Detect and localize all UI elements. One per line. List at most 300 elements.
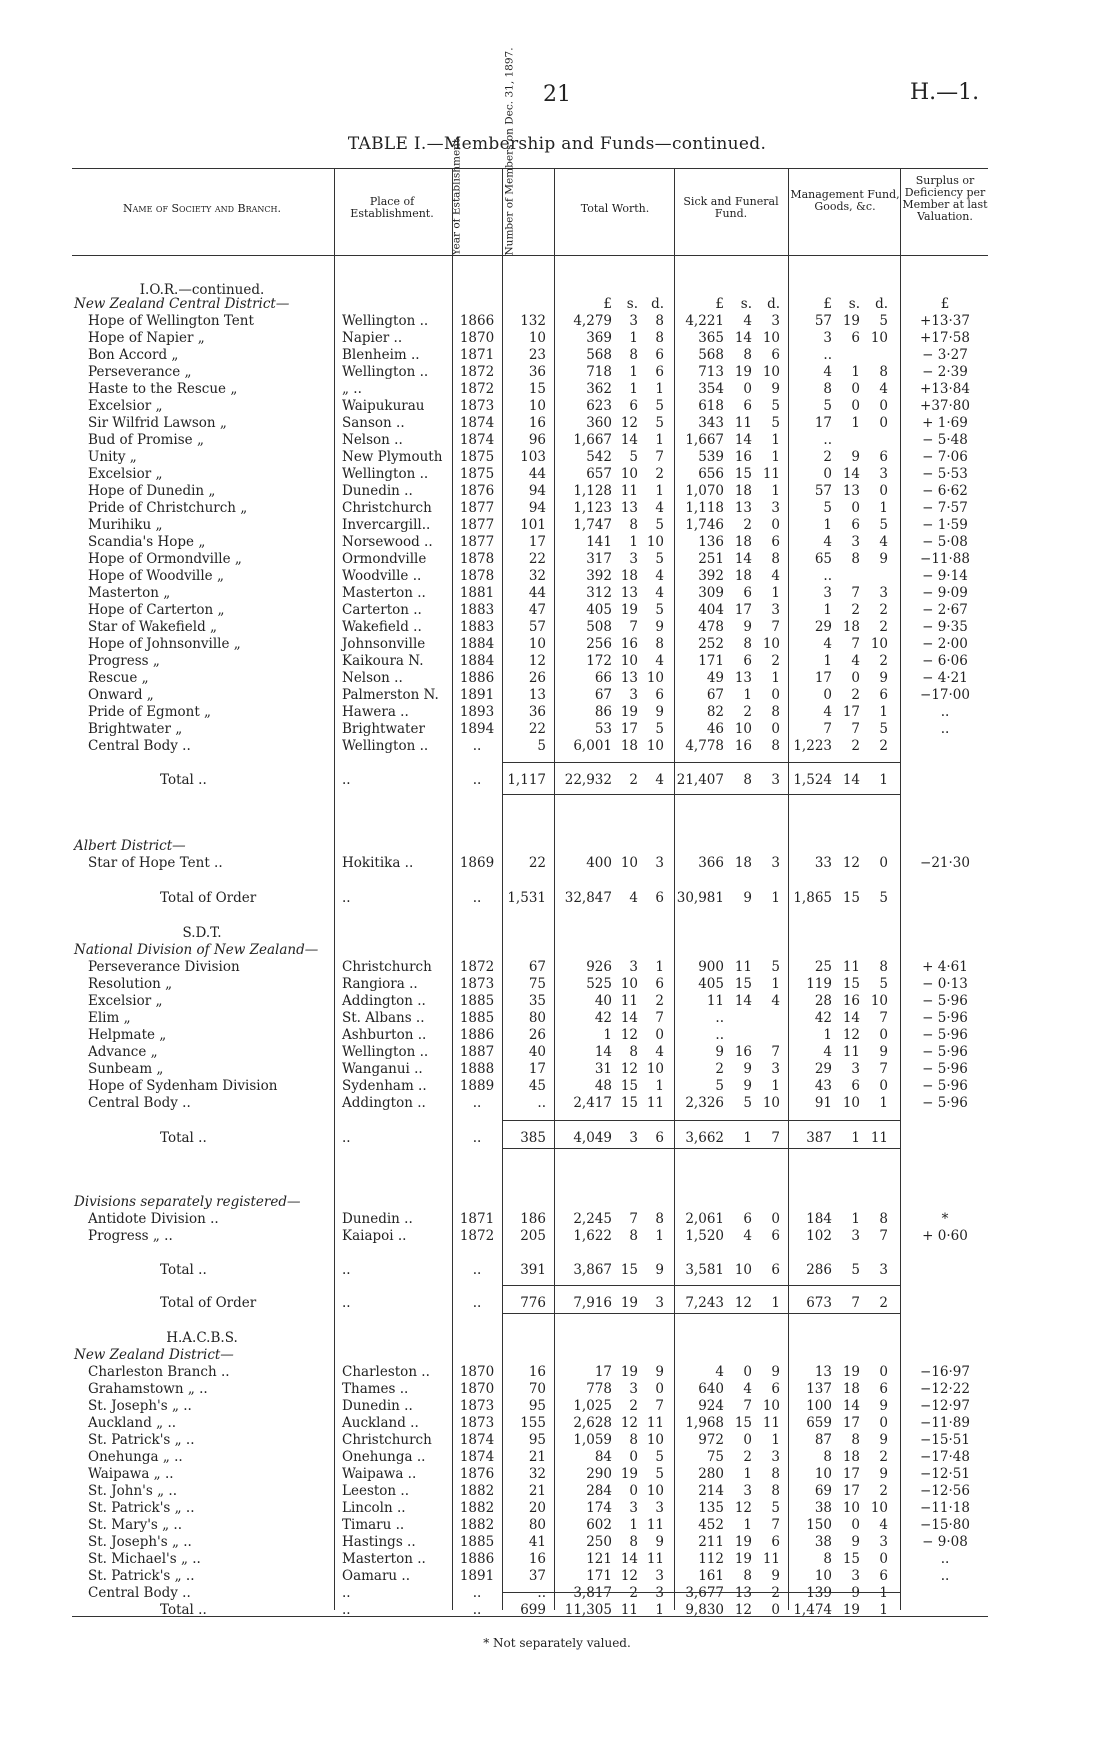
district-heading <box>0 942 1114 958</box>
sick-shillings: 15 <box>734 1415 752 1431</box>
sick-pence: 7 <box>771 1130 780 1146</box>
worth-pounds: 369 <box>586 330 612 346</box>
sick-pence: 6 <box>771 1228 780 1244</box>
worth-unit-pence: d. <box>651 296 664 312</box>
sick-pence: 5 <box>771 398 780 414</box>
place: Timaru .. <box>342 1517 405 1533</box>
header-place: Place of Establishment. <box>350 195 434 220</box>
total-row <box>0 1130 1114 1146</box>
worth-pounds: 392 <box>586 568 612 584</box>
worth-pence: 1 <box>655 959 664 975</box>
year: 1883 <box>459 619 495 635</box>
year: 1883 <box>459 602 495 618</box>
worth-pounds: 778 <box>586 1381 612 1397</box>
sick-pounds: 365 <box>698 330 724 346</box>
sick-shillings: 3 <box>743 1483 752 1499</box>
mgmt-pounds: 3 <box>823 585 832 601</box>
sick-pence: 7 <box>771 1517 780 1533</box>
sick-shillings: 10 <box>734 1262 752 1278</box>
sick-pence: 5 <box>771 959 780 975</box>
place: Wellington .. <box>342 313 429 329</box>
sick-pounds: 75 <box>706 1449 724 1465</box>
branch-name: Bon Accord „ <box>88 347 179 363</box>
sick-shillings: 8 <box>743 347 752 363</box>
sick-shillings: 16 <box>734 738 752 754</box>
sick-pence: 9 <box>771 381 780 397</box>
mgmt-pence: 0 <box>879 483 888 499</box>
worth-pence: 0 <box>655 1381 664 1397</box>
branch-name: Onward „ <box>88 687 154 703</box>
sick-shillings: 18 <box>734 855 752 871</box>
year: .. <box>472 1585 482 1601</box>
worth-pounds: 32,847 <box>564 890 612 906</box>
place: Waipawa .. <box>342 1466 417 1482</box>
mgmt-shillings: 14 <box>842 1398 860 1414</box>
mgmt-pence: 10 <box>870 993 888 1009</box>
worth-shillings: 13 <box>620 500 638 516</box>
mgmt-shillings: 10 <box>842 1500 860 1516</box>
sick-pence: 1 <box>771 585 780 601</box>
mgmt-pounds: 28 <box>814 993 832 1009</box>
branch-name: Masterton „ <box>88 585 171 601</box>
sick-pounds: 7,243 <box>685 1295 724 1311</box>
sick-pence: 1 <box>771 890 780 906</box>
mgmt-pence: 9 <box>879 1398 888 1414</box>
sick-pounds: 618 <box>698 398 724 414</box>
branch-name: Total of Order <box>160 890 257 906</box>
mgmt-pounds: 13 <box>814 1364 832 1380</box>
year: 1882 <box>459 1517 495 1533</box>
place: Christchurch <box>342 1432 432 1448</box>
section-heading <box>0 925 1114 941</box>
mgmt-pounds: 1,524 <box>793 772 832 788</box>
table-row <box>0 993 1114 1009</box>
branch-name: Central Body .. <box>88 1585 191 1601</box>
year: 1877 <box>459 534 495 550</box>
sick-pounds: 4,778 <box>685 738 724 754</box>
surplus-unit: £ <box>940 296 950 312</box>
sick-pence: 3 <box>771 855 780 871</box>
worth-shillings: 1 <box>629 534 638 550</box>
table-row <box>0 1228 1114 1244</box>
branch-name: Onehunga „ .. <box>88 1449 183 1465</box>
members: 21 <box>528 1483 546 1499</box>
surplus: −15·51 <box>920 1432 970 1448</box>
table-title: TABLE I.—Membership and Funds—continued. <box>347 134 767 154</box>
mgmt-pounds: 8 <box>823 1449 832 1465</box>
mgmt-pounds: 17 <box>814 670 832 686</box>
sick-unit-pounds: £ <box>715 296 724 312</box>
sick-shillings: 15 <box>734 976 752 992</box>
members: 41 <box>528 1534 546 1550</box>
mgmt-pence: 9 <box>879 551 888 567</box>
sick-pounds: 478 <box>698 619 724 635</box>
sick-shillings: 4 <box>743 1381 752 1397</box>
mgmt-shillings: 12 <box>842 1027 860 1043</box>
mgmt-pence: 1 <box>879 1602 888 1618</box>
worth-pence: 10 <box>646 670 664 686</box>
mgmt-pounds: .. <box>823 568 832 584</box>
worth-shillings: 3 <box>629 1500 638 1516</box>
place: .. <box>342 1585 351 1601</box>
mgmt-pence: 7 <box>879 1228 888 1244</box>
mgmt-shillings: 2 <box>851 687 860 703</box>
footnote: * Not separately valued. <box>483 1636 631 1650</box>
members: 75 <box>528 976 546 992</box>
worth-pence: 8 <box>655 636 664 652</box>
surplus: −11·89 <box>920 1415 970 1431</box>
sick-pounds: 4,221 <box>685 313 724 329</box>
surplus: +13·84 <box>920 381 970 397</box>
table-row <box>0 517 1114 533</box>
mgmt-pence: 5 <box>879 517 888 533</box>
sick-pounds: 366 <box>698 855 724 871</box>
worth-pence: 10 <box>646 534 664 550</box>
sick-shillings: 14 <box>734 551 752 567</box>
section-heading <box>0 1330 1114 1346</box>
worth-pence: 5 <box>655 721 664 737</box>
year: .. <box>472 890 482 906</box>
worth-pounds: 2,245 <box>573 1211 612 1227</box>
sick-shillings: 19 <box>734 1534 752 1550</box>
worth-pence: 6 <box>655 1130 664 1146</box>
worth-pence: 8 <box>655 330 664 346</box>
place: .. <box>342 1295 351 1311</box>
place: Onehunga .. <box>342 1449 426 1465</box>
mgmt-pence: 0 <box>879 415 888 431</box>
worth-pence: 7 <box>655 449 664 465</box>
worth-pence: 9 <box>655 1364 664 1380</box>
branch-name: Sir Wilfrid Lawson „ <box>88 415 227 431</box>
page-reference: H.—1. <box>910 80 980 105</box>
sick-pence: 0 <box>771 687 780 703</box>
sick-shillings: 0 <box>743 381 752 397</box>
worth-pounds: 2,417 <box>573 1095 612 1111</box>
worth-shillings: 12 <box>620 1568 638 1584</box>
worth-pence: 7 <box>655 1010 664 1026</box>
worth-pence: 3 <box>655 1585 664 1601</box>
surplus: +37·80 <box>920 398 970 414</box>
sick-shillings: 12 <box>734 1602 752 1618</box>
sick-shillings: 16 <box>734 1044 752 1060</box>
sick-pence: 5 <box>771 415 780 431</box>
mgmt-pounds: 2 <box>823 449 832 465</box>
worth-pence: 5 <box>655 1466 664 1482</box>
worth-shillings: 3 <box>629 551 638 567</box>
worth-shillings: 2 <box>629 1398 638 1414</box>
section-title: I.O.R.—continued. <box>139 282 265 298</box>
mgmt-pence: 8 <box>879 1211 888 1227</box>
table-row <box>0 704 1114 720</box>
worth-shillings: 12 <box>620 1061 638 1077</box>
worth-shillings: 3 <box>629 313 638 329</box>
sick-pence: 3 <box>771 772 780 788</box>
year: 1872 <box>459 364 495 380</box>
year: 1874 <box>459 432 495 448</box>
year: 1874 <box>459 415 495 431</box>
branch-name: St. Joseph's „ .. <box>88 1398 192 1414</box>
members: 186 <box>520 1211 546 1227</box>
mgmt-pounds: 57 <box>814 483 832 499</box>
surplus: + 0·60 <box>922 1228 968 1244</box>
sick-pounds: 4 <box>715 1364 724 1380</box>
worth-shillings: 2 <box>629 772 638 788</box>
branch-name: Progress „ .. <box>88 1228 173 1244</box>
section-title: H.A.C.B.S. <box>166 1330 238 1346</box>
mgmt-shillings: 1 <box>851 364 860 380</box>
worth-pence: 0 <box>655 1027 664 1043</box>
sick-shillings: 9 <box>743 619 752 635</box>
mgmt-shillings: 8 <box>851 1432 860 1448</box>
worth-pence: 5 <box>655 1449 664 1465</box>
table-row <box>0 1449 1114 1465</box>
mgmt-pence: 3 <box>879 1262 888 1278</box>
table-row <box>0 1500 1114 1516</box>
mgmt-shillings: 0 <box>851 381 860 397</box>
surplus: + 4·61 <box>922 959 968 975</box>
year: 1882 <box>459 1483 495 1499</box>
members: 94 <box>528 500 546 516</box>
place: Ormondville <box>342 551 427 567</box>
sick-pence: 9 <box>771 1364 780 1380</box>
members: 32 <box>528 568 546 584</box>
place: Hastings .. <box>342 1534 416 1550</box>
place: Hokitika .. <box>342 855 414 871</box>
sick-pence: 10 <box>762 330 780 346</box>
worth-pence: 8 <box>655 313 664 329</box>
mgmt-shillings: 19 <box>842 313 860 329</box>
worth-pence: 5 <box>655 602 664 618</box>
mgmt-shillings: 18 <box>842 1381 860 1397</box>
mgmt-pence: 2 <box>879 653 888 669</box>
place: St. Albans .. <box>342 1010 425 1026</box>
worth-pence: 1 <box>655 1602 664 1618</box>
mgmt-pence: 11 <box>870 1130 888 1146</box>
worth-pounds: 174 <box>586 1500 612 1516</box>
worth-pounds: 1,025 <box>573 1398 612 1414</box>
mgmt-shillings: 17 <box>842 1415 860 1431</box>
worth-pounds: 53 <box>594 721 612 737</box>
worth-shillings: 0 <box>629 1483 638 1499</box>
members: 103 <box>520 449 546 465</box>
worth-pounds: 568 <box>586 347 612 363</box>
place: Addington .. <box>342 1095 426 1111</box>
sick-pence: 11 <box>762 1551 780 1567</box>
table-row <box>0 364 1114 380</box>
mgmt-pounds: .. <box>823 432 832 448</box>
table-row <box>0 534 1114 550</box>
sick-pounds: 21,407 <box>676 772 724 788</box>
place: Norsewood .. <box>342 534 433 550</box>
sick-pence: 6 <box>771 347 780 363</box>
header-bottom-rule <box>72 255 988 256</box>
worth-shillings: 18 <box>620 568 638 584</box>
sick-shillings: 0 <box>743 1432 752 1448</box>
mgmt-pence: 6 <box>879 449 888 465</box>
surplus: − 4·21 <box>922 670 968 686</box>
year: .. <box>472 1602 482 1618</box>
worth-shillings: 8 <box>629 517 638 533</box>
surplus: − 9·09 <box>922 585 968 601</box>
table-row <box>0 976 1114 992</box>
sick-pounds: 211 <box>698 1534 724 1550</box>
place: Rangiora .. <box>342 976 418 992</box>
sick-pounds: 9 <box>715 1044 724 1060</box>
branch-name: Waipawa „ .. <box>88 1466 174 1482</box>
sick-pence: 6 <box>771 534 780 550</box>
mgmt-shillings: 14 <box>842 772 860 788</box>
place: Nelson .. <box>342 432 403 448</box>
district-heading <box>0 838 1114 854</box>
surplus: − 5·53 <box>922 466 968 482</box>
worth-pence: 5 <box>655 398 664 414</box>
district-heading <box>0 296 1114 312</box>
mgmt-pence: 5 <box>879 890 888 906</box>
surplus: − 1·59 <box>922 517 968 533</box>
worth-shillings: 1 <box>629 1517 638 1533</box>
surplus: −12·97 <box>920 1398 970 1414</box>
place: Christchurch <box>342 959 432 975</box>
year: 1886 <box>459 1551 495 1567</box>
sick-pounds: 5 <box>715 1078 724 1094</box>
mgmt-pence: 1 <box>879 704 888 720</box>
worth-pounds: 3,817 <box>573 1585 612 1601</box>
mgmt-pounds: 100 <box>806 1398 832 1414</box>
worth-shillings: 14 <box>620 432 638 448</box>
mgmt-pence: 10 <box>870 1500 888 1516</box>
worth-pence: 6 <box>655 976 664 992</box>
worth-pounds: 3,867 <box>573 1262 612 1278</box>
mgmt-unit-pence: d. <box>875 296 888 312</box>
worth-pounds: 284 <box>586 1483 612 1499</box>
worth-shillings: 3 <box>629 959 638 975</box>
sick-pence: 10 <box>762 1398 780 1414</box>
members: 21 <box>528 1449 546 1465</box>
table-row <box>0 687 1114 703</box>
worth-pence: 11 <box>646 1517 664 1533</box>
place: Waipukurau <box>342 398 425 414</box>
branch-name: Excelsior „ <box>88 466 163 482</box>
mgmt-shillings: 9 <box>851 449 860 465</box>
surplus: .. <box>940 721 950 737</box>
branch-name: Hope of Sydenham Division <box>88 1078 278 1094</box>
worth-shillings: 15 <box>620 1262 638 1278</box>
total-rule <box>502 1285 900 1286</box>
surplus: − 0·13 <box>922 976 968 992</box>
sick-pounds: 568 <box>698 347 724 363</box>
worth-pounds: 42 <box>594 1010 612 1026</box>
members: 40 <box>528 1044 546 1060</box>
year: 1872 <box>459 381 495 397</box>
worth-shillings: 15 <box>620 1078 638 1094</box>
mgmt-pence: 6 <box>879 687 888 703</box>
members: 1,531 <box>507 890 546 906</box>
year: 1894 <box>459 721 495 737</box>
members: 23 <box>528 347 546 363</box>
sick-pounds: 3,662 <box>685 1130 724 1146</box>
worth-pounds: 31 <box>594 1061 612 1077</box>
mgmt-shillings: 9 <box>851 1585 860 1601</box>
branch-name: Hope of Wellington Tent <box>88 313 254 329</box>
sick-pounds: 251 <box>698 551 724 567</box>
mgmt-pounds: 1,865 <box>793 890 832 906</box>
branch-name: St. Patrick's „ .. <box>88 1568 195 1584</box>
place: Wakefield .. <box>342 619 422 635</box>
place: Woodville .. <box>342 568 422 584</box>
members: 10 <box>528 330 546 346</box>
year: 1893 <box>459 704 495 720</box>
worth-pounds: 11,305 <box>564 1602 612 1618</box>
place: Ashburton .. <box>342 1027 427 1043</box>
mgmt-pounds: 0 <box>823 466 832 482</box>
sick-pence: 8 <box>771 738 780 754</box>
surplus: −12·51 <box>920 1466 970 1482</box>
branch-name: St. Joseph's „ .. <box>88 1534 192 1550</box>
branch-name: Resolution „ <box>88 976 173 992</box>
mgmt-shillings: 6 <box>851 517 860 533</box>
mgmt-pence: 9 <box>879 1044 888 1060</box>
members: .. <box>537 1095 546 1111</box>
year: 1887 <box>459 1044 495 1060</box>
members: 10 <box>528 398 546 414</box>
worth-shillings: 4 <box>629 890 638 906</box>
sick-pence: 3 <box>771 602 780 618</box>
worth-pence: 5 <box>655 517 664 533</box>
surplus: − 5·96 <box>922 1027 968 1043</box>
place: Charleston .. <box>342 1364 430 1380</box>
members: 101 <box>520 517 546 533</box>
members: 776 <box>520 1295 546 1311</box>
branch-name: Pride of Egmont „ <box>88 704 212 720</box>
sick-pounds: 46 <box>706 721 724 737</box>
sick-pounds: 161 <box>698 1568 724 1584</box>
year: .. <box>472 1095 482 1111</box>
sick-pounds: 354 <box>698 381 724 397</box>
mgmt-pounds: 1 <box>823 1027 832 1043</box>
mgmt-shillings: 5 <box>851 1262 860 1278</box>
worth-shillings: 19 <box>620 602 638 618</box>
sick-shillings: 8 <box>743 772 752 788</box>
members: 57 <box>528 619 546 635</box>
sick-pence: 3 <box>771 1061 780 1077</box>
mgmt-pence: 8 <box>879 959 888 975</box>
table-row <box>0 619 1114 635</box>
table-row <box>0 1551 1114 1567</box>
members: 20 <box>528 1500 546 1516</box>
year: 1870 <box>459 330 495 346</box>
worth-pounds: 657 <box>586 466 612 482</box>
year: 1875 <box>459 449 495 465</box>
place: Kaiapoi .. <box>342 1228 407 1244</box>
branch-name: Total .. <box>160 1262 207 1278</box>
worth-shillings: 0 <box>629 1449 638 1465</box>
sick-pence: 11 <box>762 1415 780 1431</box>
worth-pounds: 86 <box>594 704 612 720</box>
table-row <box>0 585 1114 601</box>
sick-pounds: 1,070 <box>685 483 724 499</box>
worth-pounds: 1,059 <box>573 1432 612 1448</box>
sick-shillings: 2 <box>743 1449 752 1465</box>
surplus: − 6·62 <box>922 483 968 499</box>
sick-pounds: 309 <box>698 585 724 601</box>
branch-name: Excelsior „ <box>88 398 163 414</box>
worth-pounds: 718 <box>586 364 612 380</box>
mgmt-shillings: 17 <box>842 1466 860 1482</box>
sick-shillings: 19 <box>734 364 752 380</box>
mgmt-pence: 9 <box>879 1432 888 1448</box>
mgmt-shillings: 0 <box>851 1517 860 1533</box>
worth-pounds: 1,123 <box>573 500 612 516</box>
